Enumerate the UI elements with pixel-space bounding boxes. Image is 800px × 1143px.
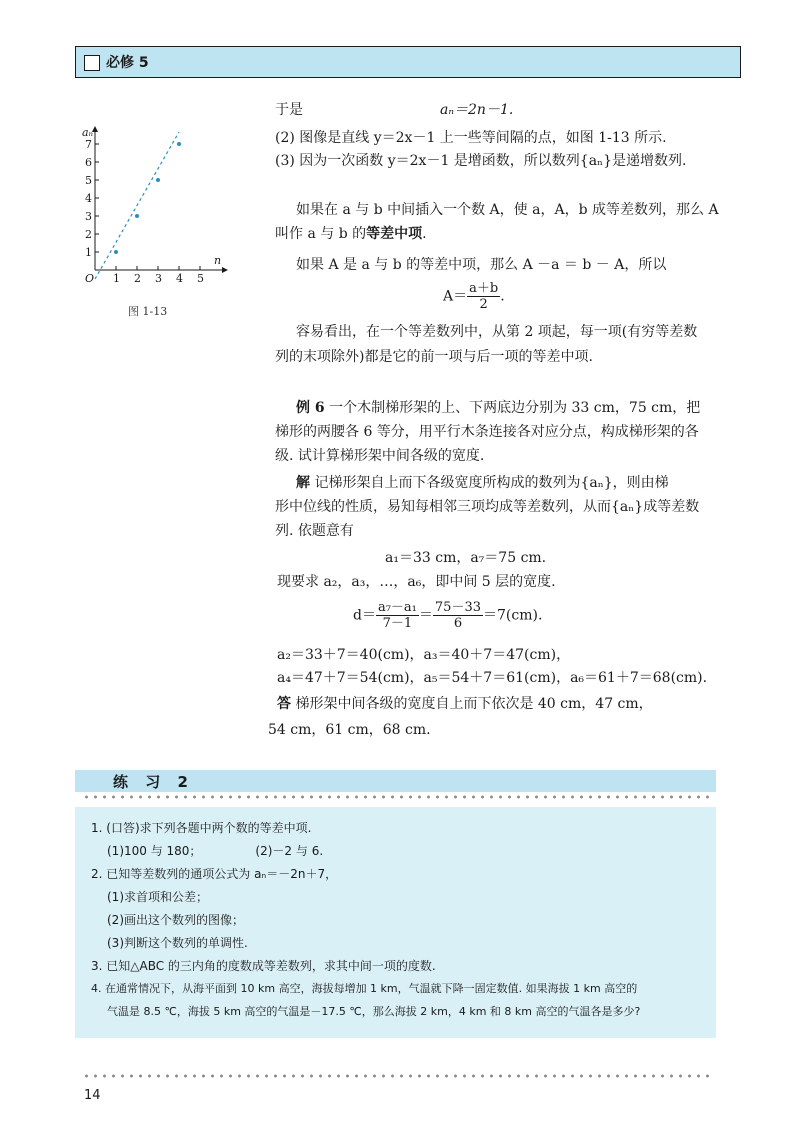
text-line: 如果 A 是 a 与 b 的等差中项，那么 A －a ＝ b － A，所以 (296, 257, 667, 273)
exercise-line: 气温是 8.5 ℃，海拔 5 km 高空的气温是－17.5 ℃，那么海拔 2 km，4 km 和 8 km 高空的气温各是多少? (107, 1005, 641, 1018)
example-line: 梯形的两腰各 6 等分，用平行木条连接各对应分点，构成梯形架的各 (275, 424, 699, 440)
data-point (135, 214, 139, 218)
text-line: 容易看出，在一个等差数列中，从第 2 项起，每一项(有穷等差数 (296, 324, 698, 340)
origin-label: O (85, 272, 95, 285)
chapter-title: 必修 5 (106, 55, 149, 71)
equation: a₁＝33 cm，a₇＝75 cm. (385, 550, 547, 566)
solution-line: 形中位线的性质，易知每相邻三项均成等差数列，从而{aₙ}成等差数 (275, 499, 700, 515)
x-axis-arrow-icon (222, 267, 228, 273)
exercise-line: 1. (口答)求下列各题中两个数的等差中项. (91, 821, 312, 835)
practice-title: 练 习 2 (113, 773, 194, 791)
text-line: 如果在 a 与 b 中间插入一个数 A，使 a，A，b 成等差数列，那么 A (296, 202, 719, 218)
exercise-line: (1)100 与 180； (2)－2 与 6. (107, 844, 324, 858)
y-tick: 3 (85, 210, 92, 223)
dotted-divider (82, 795, 714, 799)
solution-line: 解 记梯形架自上而下各级宽度所构成的数列为{aₙ}，则由梯 (296, 475, 669, 491)
example-line: 例 6 一个木制梯形架的上、下两底边分别为 33 cm，75 cm，把 (296, 400, 701, 416)
y-tick: 6 (85, 156, 92, 169)
y-tick: 4 (85, 192, 92, 205)
exercise-line: (1)求首项和公差； (107, 890, 208, 904)
practice-header (75, 770, 716, 792)
y-tick: 1 (85, 246, 92, 259)
x-tick: 3 (155, 272, 162, 285)
figure-1-13 (80, 118, 250, 318)
y-tick: 2 (85, 228, 92, 241)
term-arithmetic-mean: 等差中项 (366, 226, 423, 242)
text-line: 列的末项除外)都是它的前一项与后一项的等差中项. (275, 349, 593, 365)
exercise-line: 4. 在通常情况下，从海平面到 10 km 高空，海拔每增加 1 km，气温就下降一固定数值. 如果海拔 1 km 高空的 (91, 982, 638, 995)
solution-line: 列. 依题意有 (275, 523, 354, 539)
answer-line: 54 cm，61 cm，68 cm. (268, 722, 431, 738)
exercise-line: 3. 已知△ABC 的三内角的度数成等差数列，求其中间一项的度数. (91, 959, 436, 973)
text-line: 叫作 a 与 b 的等差中项. (275, 226, 427, 242)
dotted-divider (82, 1074, 714, 1078)
data-point (177, 142, 181, 146)
equation: a₄＝47＋7＝54(cm)，a₅＝54＋7＝61(cm)，a₆＝61＋7＝68(cm). (277, 670, 708, 686)
x-tick: 2 (134, 272, 141, 285)
figure-caption: 图 1-13 (128, 305, 168, 318)
example-label: 例 6 (296, 400, 325, 416)
x-tick: 1 (113, 272, 120, 285)
text-line: 现要求 a₂，a₃，…，a₆，即中间 5 层的宽度. (277, 574, 556, 590)
solution-label: 解 (296, 475, 310, 491)
text-line: (3) 因为一次函数 y＝2x－1 是增函数，所以数列{aₙ}是递增数列. (275, 153, 687, 169)
chapter-header (75, 46, 741, 78)
data-point (114, 250, 118, 254)
exercise-line: (3)判断这个数列的单调性. (107, 936, 248, 950)
formula-common-difference: d＝ $\frac{\text{a₇－a₁}}{7-1}$ ＝ $\frac{75-33}{6}$ ＝7(cm). (353, 600, 543, 631)
y-axis-label: aₙ (82, 126, 94, 139)
x-tick: 4 (176, 272, 183, 285)
equation: a₂＝33＋7＝40(cm)，a₃＝40＋7＝47(cm)， (277, 647, 571, 663)
data-point (156, 178, 160, 182)
header-square-icon (84, 55, 100, 71)
example-line: 级. 试计算梯形架中间各级的宽度. (275, 448, 485, 464)
answer-line: 答 梯形架中间各级的宽度自上而下依次是 40 cm，47 cm， (277, 696, 653, 712)
x-axis-label: n (214, 254, 222, 267)
y-tick: 7 (85, 138, 92, 151)
practice-box (75, 807, 716, 1038)
page-number: 14 (84, 1088, 101, 1103)
x-tick: 5 (197, 272, 204, 285)
exercise-line: 2. 已知等差数列的通项公式为 aₙ＝－2n＋7， (91, 867, 338, 881)
answer-label: 答 (277, 696, 291, 712)
exercise-line: (2)画出这个数列的图像； (107, 913, 244, 927)
text-line: 于是 aₙ＝2n－1. (275, 102, 514, 118)
dashed-line-y-2x-1 (95, 132, 179, 279)
formula-arithmetic-mean: A＝ $\frac{a+b}{2}$ . (443, 281, 505, 312)
y-tick: 5 (85, 174, 92, 187)
text-line: (2) 图像是直线 y＝2x－1 上一些等间隔的点，如图 1-13 所示. (275, 130, 667, 146)
